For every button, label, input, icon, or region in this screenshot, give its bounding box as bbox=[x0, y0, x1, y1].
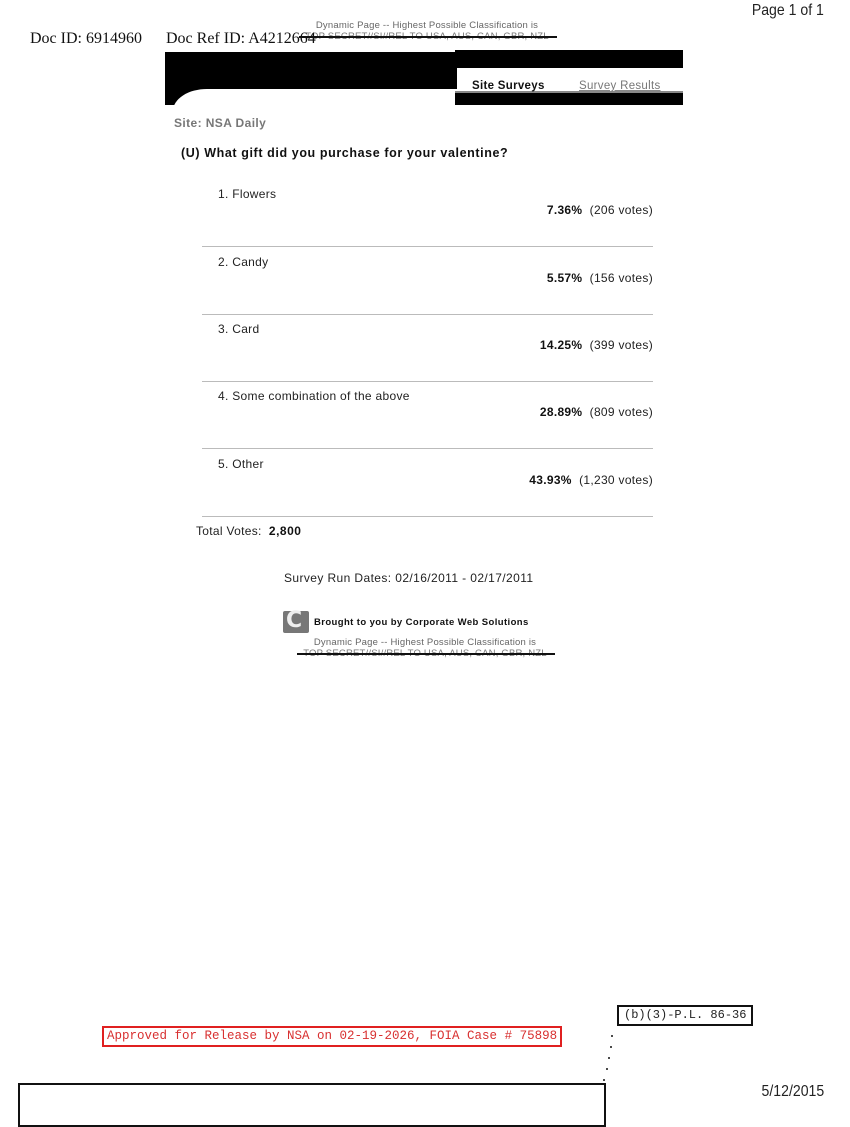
banner-bottom-bar bbox=[455, 93, 683, 105]
leader-dot bbox=[603, 1079, 605, 1081]
option-percent: 14.25% bbox=[539, 338, 583, 352]
survey-option bbox=[202, 389, 653, 457]
option-percent: 43.93% bbox=[529, 473, 572, 487]
option-votes: (1,230 votes) bbox=[579, 473, 653, 487]
banner-top-bar bbox=[455, 50, 683, 68]
option-percent: 7.36% bbox=[546, 203, 583, 217]
classification-banner-top bbox=[282, 20, 572, 42]
survey-option bbox=[202, 457, 653, 525]
divider bbox=[202, 314, 653, 315]
option-result bbox=[529, 473, 653, 487]
doc-id: Doc ID: 6914960 bbox=[30, 30, 142, 47]
option-label: 4. Some combination of the above bbox=[218, 389, 410, 403]
redaction-box bbox=[18, 1083, 606, 1127]
survey-question: (U) What gift did you purchase for your valentine? bbox=[181, 146, 509, 160]
option-percent: 28.89% bbox=[539, 405, 583, 419]
divider bbox=[202, 516, 653, 517]
release-approval-stamp: Approved for Release by NSA on 02-19-2026, FOIA Case # 75898 bbox=[102, 1026, 562, 1047]
total-votes-label: Total Votes: bbox=[196, 524, 262, 538]
leader-dot bbox=[610, 1046, 612, 1048]
option-result bbox=[547, 271, 653, 285]
total-votes-value: 2,800 bbox=[268, 524, 302, 538]
corporate-web-solutions-logo-icon bbox=[283, 608, 309, 633]
logo-glyph: C bbox=[286, 608, 303, 633]
option-percent: 5.57% bbox=[546, 271, 583, 285]
classification-line-2 bbox=[305, 31, 549, 42]
tab-site-surveys[interactable]: Site Surveys bbox=[472, 80, 545, 92]
option-votes: (206 votes) bbox=[589, 203, 653, 217]
leader-dot bbox=[606, 1068, 608, 1070]
print-date: 5/12/2015 bbox=[761, 1083, 824, 1100]
survey-option bbox=[202, 322, 653, 390]
classification-line-1: Dynamic Page -- Highest Possible Classification is bbox=[313, 637, 537, 648]
option-result bbox=[540, 405, 653, 419]
option-votes: (399 votes) bbox=[589, 338, 653, 352]
total-votes bbox=[196, 524, 301, 538]
survey-run-dates: Survey Run Dates: 02/16/2011 - 02/17/2011 bbox=[284, 571, 534, 585]
classification-line-1: Dynamic Page -- Highest Possible Classification is bbox=[315, 20, 539, 31]
option-result bbox=[547, 203, 653, 217]
tab-survey-results[interactable]: Survey Results bbox=[579, 80, 661, 92]
divider bbox=[202, 448, 653, 449]
site-header-banner bbox=[165, 52, 457, 105]
strikethrough-line bbox=[297, 653, 555, 655]
site-label: Site: NSA Daily bbox=[174, 116, 267, 130]
divider bbox=[202, 381, 653, 382]
exemption-stamp: (b)(3)-P.L. 86-36 bbox=[617, 1005, 753, 1026]
option-result bbox=[540, 338, 653, 352]
option-label: 3. Card bbox=[218, 322, 260, 336]
credit-text: Brought to you by Corporate Web Solutions bbox=[314, 617, 529, 628]
strikethrough-line bbox=[299, 36, 557, 38]
classification-line-2 bbox=[303, 648, 547, 659]
option-votes: (809 votes) bbox=[589, 405, 653, 419]
banner-curve bbox=[173, 89, 457, 105]
option-label: 1. Flowers bbox=[218, 187, 277, 201]
classification-banner-bottom bbox=[280, 637, 570, 659]
option-label: 2. Candy bbox=[218, 255, 269, 269]
leader-dot bbox=[608, 1057, 610, 1059]
leader-dot bbox=[611, 1035, 613, 1037]
survey-option bbox=[202, 255, 653, 323]
option-votes: (156 votes) bbox=[589, 271, 653, 285]
page-number: Page 1 of 1 bbox=[751, 2, 824, 19]
survey-option bbox=[202, 187, 653, 255]
divider bbox=[202, 246, 653, 247]
option-label: 5. Other bbox=[218, 457, 264, 471]
doc-ref-id: Doc Ref ID: A4212664 bbox=[166, 30, 316, 47]
